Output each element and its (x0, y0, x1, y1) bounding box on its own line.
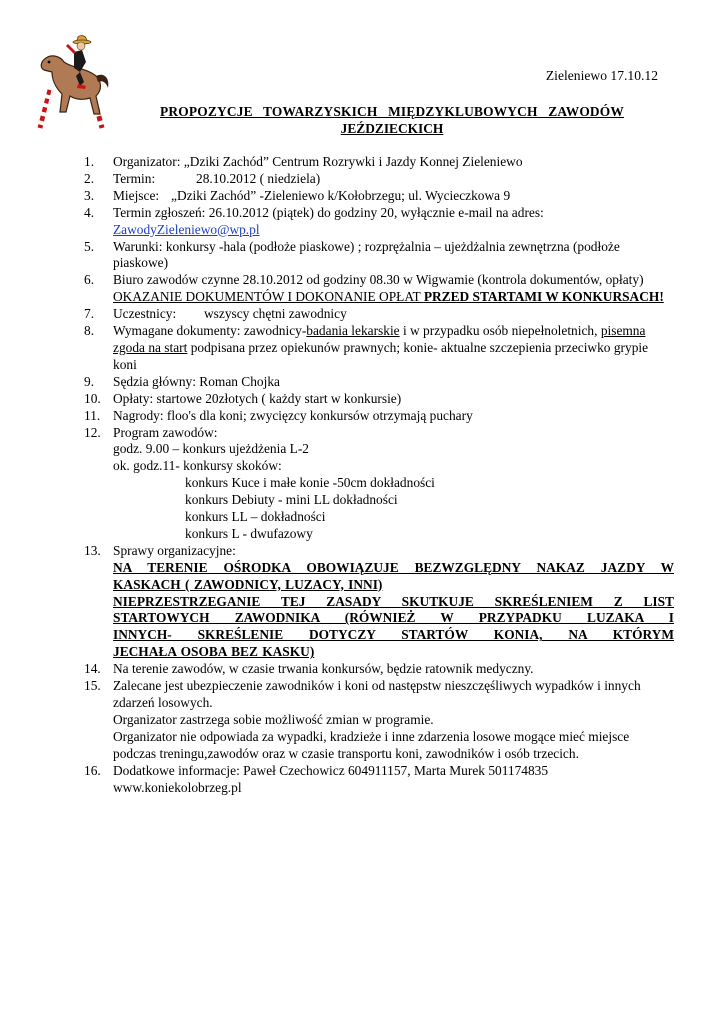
list-item (84, 171, 674, 188)
competition-line: konkurs LL – dokładności (185, 509, 326, 525)
competition-line: konkurs L - dwufazowy (185, 525, 313, 541)
program-line: ok. godz.11- konkursy skoków: (113, 458, 282, 474)
list-item (84, 763, 674, 797)
warning-line: NA TERENIE OŚRODKA OBOWIĄZUJE BEZWZGLĘDNY NAKAZ JAZDY W (113, 559, 674, 575)
item-label: Uczestnicy: (113, 306, 177, 322)
organizer-note: Organizator zastrzega sobie możliwość zmian w programie. (113, 711, 434, 727)
program-line: godz. 9.00 – konkurs ujeżdżenia L-2 (113, 441, 309, 457)
list-item (84, 323, 674, 374)
list-item (84, 188, 674, 205)
list-item (84, 154, 674, 171)
item-text: Wymagane dokumenty: zawodnicy- (113, 323, 307, 339)
item-text: Organizator: „Dziki Zachód” Centrum Rozrywki i Jazdy Konnej Zieleniewo (113, 154, 523, 169)
item-number: 7. (84, 306, 95, 322)
list-item (84, 425, 674, 543)
item-text: Sprawy organizacyjne: (113, 542, 236, 558)
rules-list (84, 154, 674, 796)
item-text: „Dziki Zachód” -Zieleniewo k/Kołobrzegu; ul. Wycieczkowa 9 (171, 187, 511, 203)
item-number: 10. (84, 390, 101, 406)
list-item (84, 678, 674, 763)
item-text: Opłaty: startowe 20złotych ( każdy start w konkursie) (113, 390, 402, 406)
website-text: www.koniekolobrzeg.pl (113, 779, 242, 795)
item-number: 1. (84, 154, 95, 169)
list-item (84, 661, 674, 678)
item-number: 3. (84, 187, 95, 203)
organizer-note: Organizator nie odpowiada za wypadki, kradzieże i inne zdarzenia losowe mogące mieć miejsce podczas treningu,zawodów oraz w czasie transportu koni, zawodników i osób trzecich. (113, 728, 630, 761)
item-text: Zalecane jest ubezpieczenie zawodników i koni od następstw nieszczęśliwych wypadków i innych zdarzeń losowych. (113, 678, 641, 710)
item-number: 11. (84, 407, 101, 423)
title-line-1: PROPOZYCJE TOWARZYSKICH MIĘDZYKLUBOWYCH ZAWODÓW (159, 104, 625, 119)
item-number: 2. (84, 170, 95, 186)
item-number: 12. (84, 424, 101, 440)
item-number: 8. (84, 323, 95, 339)
document-title (96, 103, 688, 137)
document-date: Zieleniewo 17.10.12 (545, 68, 658, 83)
item-text: Nagrody: floo's dla koni; zwycięzcy konkursów otrzymają puchary (113, 407, 473, 423)
title-line-2: JEŹDZIECKICH (340, 121, 444, 136)
warning-line: NIEPRZESTRZEGANIE TEJ ZASADY SKUTKUJE SKREŚLENIEM Z LIST (113, 593, 674, 609)
item-text: Na terenie zawodów, w czasie trwania konkursów, będzie ratownik medyczny. (113, 661, 534, 677)
item-text: i w przypadku osób niepełnoletnich, (399, 323, 601, 339)
item-text: Program zawodów: (113, 424, 218, 440)
list-item (84, 272, 674, 306)
warning-line: JECHAŁA OSOBA BEZ KASKU) (113, 644, 315, 660)
competition-line: konkurs Kuce i małe konie -50cm dokładności (185, 475, 435, 491)
item-number: 6. (84, 272, 95, 288)
medical-exam-text: badania lekarskie (306, 323, 400, 339)
list-item (84, 205, 674, 239)
item-text: Sędzia główny: Roman Chojka (113, 373, 280, 389)
item-text: Biuro zawodów czynne 28.10.2012 od godziny 08.30 w Wigwamie (kontrola dokumentów, opłaty) (113, 272, 644, 288)
item-number: 5. (84, 238, 95, 254)
item-text: Dodatkowe informacje: Paweł Czechowicz 604911157, Marta Murek 501174835 (113, 762, 549, 778)
payment-notice-b: PRZED STARTAMI W KONKURSACH! (423, 289, 664, 305)
item-text: wszyscy chętni zawodnicy (204, 306, 347, 322)
item-label: Miejsce: (113, 187, 160, 203)
item-text: 28.10.2012 ( niedziela) (196, 170, 321, 186)
competition-line: konkurs Debiuty - mini LL dokładności (185, 492, 398, 508)
warning-line: INNYCH- SKREŚLENIE DOTYCZY STARTÓW KONIA, NA KTÓRYM (113, 627, 674, 643)
list-item (84, 374, 674, 391)
item-number: 16. (84, 762, 101, 778)
warning-line: STARTOWYCH ZAWODNIKA (RÓWNIEŻ W PRZYPADKU LUZAKA I (113, 610, 674, 626)
item-text: podpisana przez opiekunów prawnych; konie- aktualne szczepienia przeciwko grypie koni (113, 339, 649, 372)
payment-notice-a: OKAZANIE DOKUMENTÓW I DOKONANIE OPŁAT (113, 289, 424, 305)
helmet-warning (113, 560, 674, 661)
list-item (84, 543, 674, 661)
list-item (84, 239, 674, 273)
item-text: Warunki: konkursy -hala (podłoże piaskowe) ; rozprężalnia – ujeżdżalnia zewnętrzna (podłoże piaskowe) (113, 238, 620, 271)
item-number: 15. (84, 678, 101, 694)
warning-line: KASKACH ( ZAWODNICY, LUZACY, INNI) (113, 576, 383, 592)
item-text: Termin zgłoszeń: 26.10.2012 (piątek) do godziny 20, wyłącznie e-mail na adres: (113, 204, 544, 220)
email-link[interactable]: ZawodyZieleniewo@wp.pl (113, 221, 260, 237)
list-item (84, 306, 674, 323)
payment-notice (113, 289, 674, 306)
list-item (84, 408, 674, 425)
written-consent-text: pisemna zgoda na start (113, 323, 646, 355)
item-number: 9. (84, 373, 95, 389)
item-number: 14. (84, 661, 101, 677)
item-number: 4. (84, 204, 95, 220)
item-number: 13. (84, 542, 101, 558)
list-item (84, 391, 674, 408)
item-label: Termin: (113, 170, 156, 186)
